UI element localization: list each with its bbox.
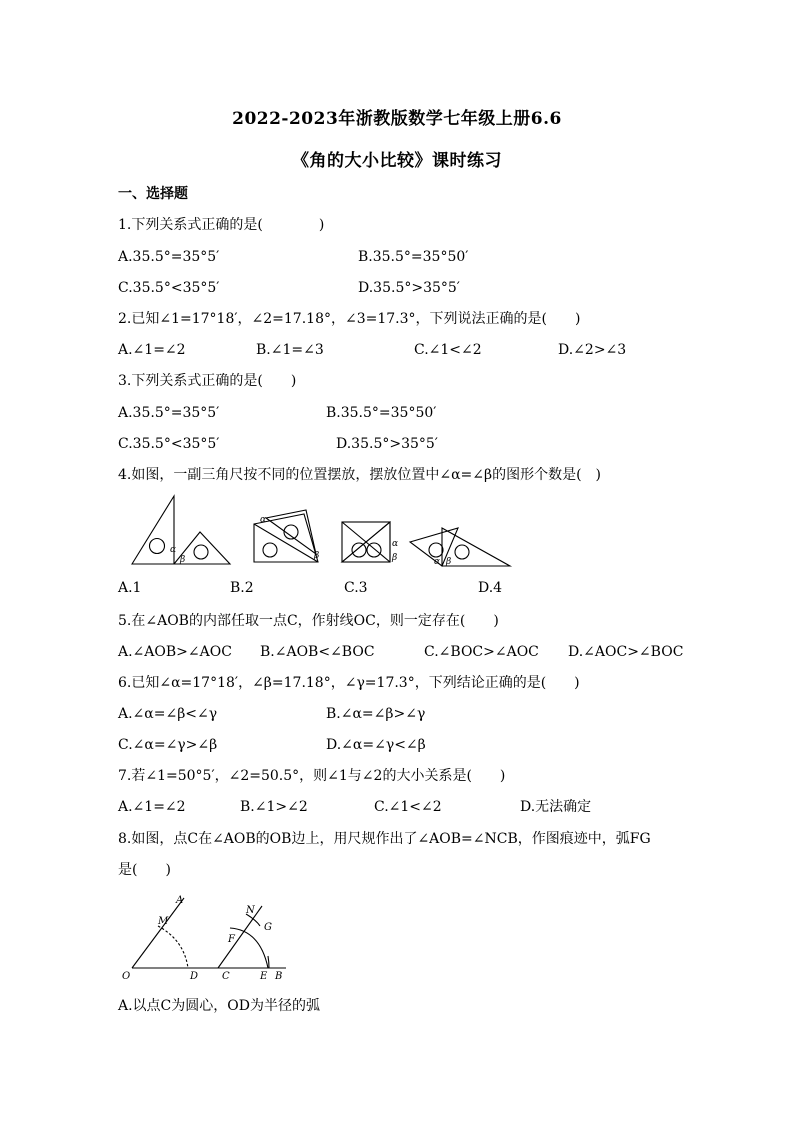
q8-label-O: O [122, 971, 131, 982]
q2-stem: 2.已知∠1=17°18′，∠2=17.18°，∠3=17.3°，下列说法正确的是( ) [118, 311, 581, 327]
q4-option-c: C.3 [344, 580, 368, 596]
q8-label-M: M [158, 916, 169, 927]
q5-option-d: D.∠AOC>∠BOC [568, 644, 684, 660]
q4-stem: 4.如图，一副三角尺按不同的位置摆放，摆放位置中∠α=∠β的图形个数是( ) [118, 467, 602, 483]
section-heading: 一、选择题 [118, 186, 188, 202]
page-title-line1: 2022-2023年浙教版数学七年级上册6.6 [232, 109, 562, 129]
q3-option-d: D.35.5°>35°5′ [336, 436, 438, 452]
q7-option-d: D.无法确定 [520, 799, 592, 815]
q8-option-a: A.以点C为圆心，OD为半径的弧 [118, 998, 320, 1014]
q7-stem: 7.若∠1=50°5′，∠2=50.5°，则∠1与∠2的大小关系是( ) [118, 768, 506, 784]
q8-construction-figure [118, 890, 298, 982]
q4-figure-2 [254, 510, 319, 562]
q2-option-b: B.∠1=∠3 [256, 342, 324, 358]
q1-option-b: B.35.5°=35°50′ [358, 249, 469, 265]
q8-label-A: A [176, 895, 184, 906]
q4-option-d: D.4 [478, 580, 503, 596]
q1-stem: 1.下列关系式正确的是( ) [118, 217, 325, 233]
q8-label-C: C [222, 971, 230, 982]
q4-fig3-beta-label: β [392, 553, 398, 563]
q7-option-a: A.∠1=∠2 [118, 799, 186, 815]
q4-option-a: A.1 [118, 580, 142, 596]
q8-label-N: N [246, 905, 255, 916]
q4-fig3-alpha-label: α [392, 539, 399, 549]
q4-fig2-beta-label: β [314, 551, 320, 561]
q3-stem: 3.下列关系式正确的是( ) [118, 373, 297, 389]
q6-option-d: D.∠α=∠γ<∠β [326, 737, 426, 753]
q2-option-a: A.∠1=∠2 [118, 342, 186, 358]
q2-option-d: D.∠2>∠3 [558, 342, 627, 358]
q8-label-E: E [260, 971, 268, 982]
page-title-line2: 《角的大小比较》课时练习 [292, 151, 502, 171]
q1-option-d: D.35.5°>35°5′ [358, 280, 460, 296]
q4-fig2-alpha-label: α [260, 515, 267, 525]
q8-label-G: G [264, 922, 272, 933]
q7-option-b: B.∠1>∠2 [240, 799, 308, 815]
q6-stem: 6.已知∠α=17°18′，∠β=17.18°，∠γ=17.3°，下列结论正确的是( ) [118, 675, 580, 691]
q5-option-b: B.∠AOB<∠BOC [260, 644, 375, 660]
q7-option-c: C.∠1<∠2 [374, 799, 442, 815]
q4-figure-4 [410, 528, 510, 567]
q4-figure-3 [342, 522, 398, 563]
q4-option-b: B.2 [230, 580, 254, 596]
q4-figure-1 [132, 496, 230, 565]
q5-option-a: A.∠AOB>∠AOC [118, 644, 232, 660]
q6-option-b: B.∠α=∠β>∠γ [326, 706, 426, 722]
q1-option-a: A.35.5°=35°5′ [118, 249, 220, 265]
q3-option-c: C.35.5°<35°5′ [118, 436, 220, 452]
q4-fig1-alpha-label: α [170, 545, 177, 555]
q5-stem: 5.在∠AOB的内部任取一点C，作射线OC，则一定存在( ) [118, 613, 499, 629]
q6-option-a: A.∠α=∠β<∠γ [118, 706, 218, 722]
q4-triangle-figures [128, 492, 518, 570]
q6-option-c: C.∠α=∠γ>∠β [118, 737, 218, 753]
q5-option-c: C.∠BOC>∠AOC [424, 644, 539, 660]
q8-label-D: D [190, 971, 199, 982]
q4-fig4-alpha-label: α [434, 557, 441, 567]
q3-option-b: B.35.5°=35°50′ [326, 405, 437, 421]
q3-option-a: A.35.5°=35°5′ [118, 405, 220, 421]
q1-option-c: C.35.5°<35°5′ [118, 280, 220, 296]
q8-stem-line2: 是( ) [118, 862, 171, 878]
q2-option-c: C.∠1<∠2 [414, 342, 482, 358]
q8-label-F: F [228, 934, 235, 945]
q8-label-B: B [275, 971, 283, 982]
q8-stem-line1: 8.如图，点C在∠AOB的OB边上，用尺规作出了∠AOB=∠NCB，作图痕迹中，弧FG [118, 831, 651, 847]
q4-fig4-beta-label: β [446, 557, 452, 567]
q4-fig1-beta-label: β [180, 555, 186, 565]
